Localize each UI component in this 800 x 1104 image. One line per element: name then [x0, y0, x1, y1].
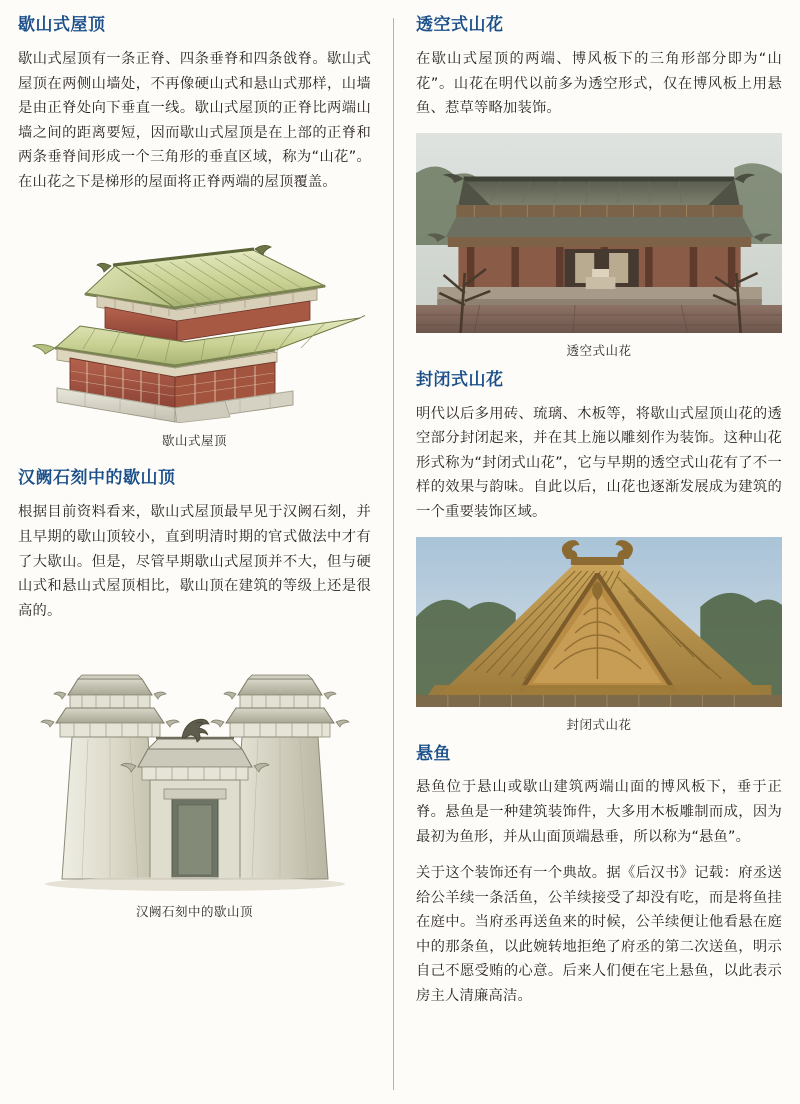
photo-closed-gable-roof — [416, 537, 782, 707]
paragraph-hanging-fish-2: 关于这个装饰还有一个典故。据《后汉书》记载：府丞送给公羊续一条活鱼，公羊续接受了却没有吃，而是将鱼挂在庭中。当府丞再送鱼来的时候，公羊续便让他看悬在庭中的那条鱼，以此婉转地拒绝了府丞的第二次送鱼，明示自己不愿受贿的心意。后来人们便在宅上悬鱼，以此表示房主人清廉高洁。 — [416, 865, 782, 1005]
figure-closed-gable-photo — [416, 537, 782, 733]
paragraph-hanque-stone-carving: 根据目前资料看来，歇山式屋顶最早见于汉阙石刻，并且早期的歇山顶较小，直到明清时期的官式做法中才有了大歇山。但是，尽管早期歇山式屋顶并不大，但与硬山式和悬山式屋顶相比，歇山顶在建筑的等级上还是很高的。 — [18, 504, 371, 619]
paragraph-open-gable: 在歇山式屋顶的两端、博风板下的三角形部分即为“山花”。山花在明代以前多为透空形式，仅在博风板上用悬鱼、惹草等略加装饰。 — [416, 50, 782, 117]
illustration-hanque-stone-gate — [30, 639, 360, 894]
caption-open-gable: 透空式山花 — [566, 342, 632, 358]
photo-closed-gable-svg — [416, 537, 782, 707]
section-heading-hanque-stone-carving: 汉阙石刻中的歇山顶 — [18, 468, 176, 489]
figure-open-gable-photo — [416, 133, 782, 359]
caption-hanque-stone-gate: 汉阙石刻中的歇山顶 — [135, 904, 253, 920]
paragraph-xieshan-roof: 歇山式屋顶有一条正脊、四条垂脊和四条戗脊。歇山式屋顶在两侧山墙处，不再像硬山式和悬山式那样，山墙是由正脊处向下垂直一线。歇山式屋顶的正脊比两端山墙之间的距离要短，因而歇山式屋顶是在上部的正脊和两条垂脊间形成一个三角形的垂直区域，称为“山花”。在山花之下是梯形的屋面将正脊两端的屋顶覆盖。 — [18, 50, 371, 190]
figure-xieshan-roof-illustration — [18, 208, 371, 449]
section-heading-xieshan-roof: 歇山式屋顶 — [18, 15, 106, 35]
right-column — [394, 14, 782, 1094]
photo-open-gable-svg — [416, 133, 782, 333]
section-heading-closed-gable: 封闭式山花 — [416, 369, 504, 390]
section-heading-hanging-fish: 悬鱼 — [416, 743, 451, 764]
xieshan-roof-drawing — [25, 208, 365, 423]
caption-closed-gable: 封闭式山花 — [566, 716, 632, 732]
section-heading-open-gable: 透空式山花 — [416, 15, 504, 35]
hanque-stone-gate-drawing — [30, 639, 360, 894]
caption-xieshan-roof: 歇山式屋顶 — [161, 433, 227, 449]
left-column — [18, 14, 393, 1094]
photo-open-gable-hall — [416, 133, 782, 333]
paragraph-closed-gable: 明代以后多用砖、琉璃、木板等，将歇山式屋顶山花的透空部分封闭起来，并在其上施以雕刻作为装饰。这种山花形式称为“封闭式山花”，它与早期的透空式山花有了不一样的效果与韵味。自此以后，山花也逐渐发展成为建筑的一个重要装饰区域。 — [416, 405, 782, 520]
paragraph-hanging-fish-1: 悬鱼位于悬山或歇山建筑两端山面的博风板下，垂于正脊。悬鱼是一种建筑装饰件，大多用木板雕制而成，因为最初为鱼形，并从山面顶端悬垂，所以称为“悬鱼”。 — [416, 779, 782, 845]
figure-hanque-illustration — [18, 639, 371, 920]
illustration-xieshan-roof — [25, 208, 365, 423]
